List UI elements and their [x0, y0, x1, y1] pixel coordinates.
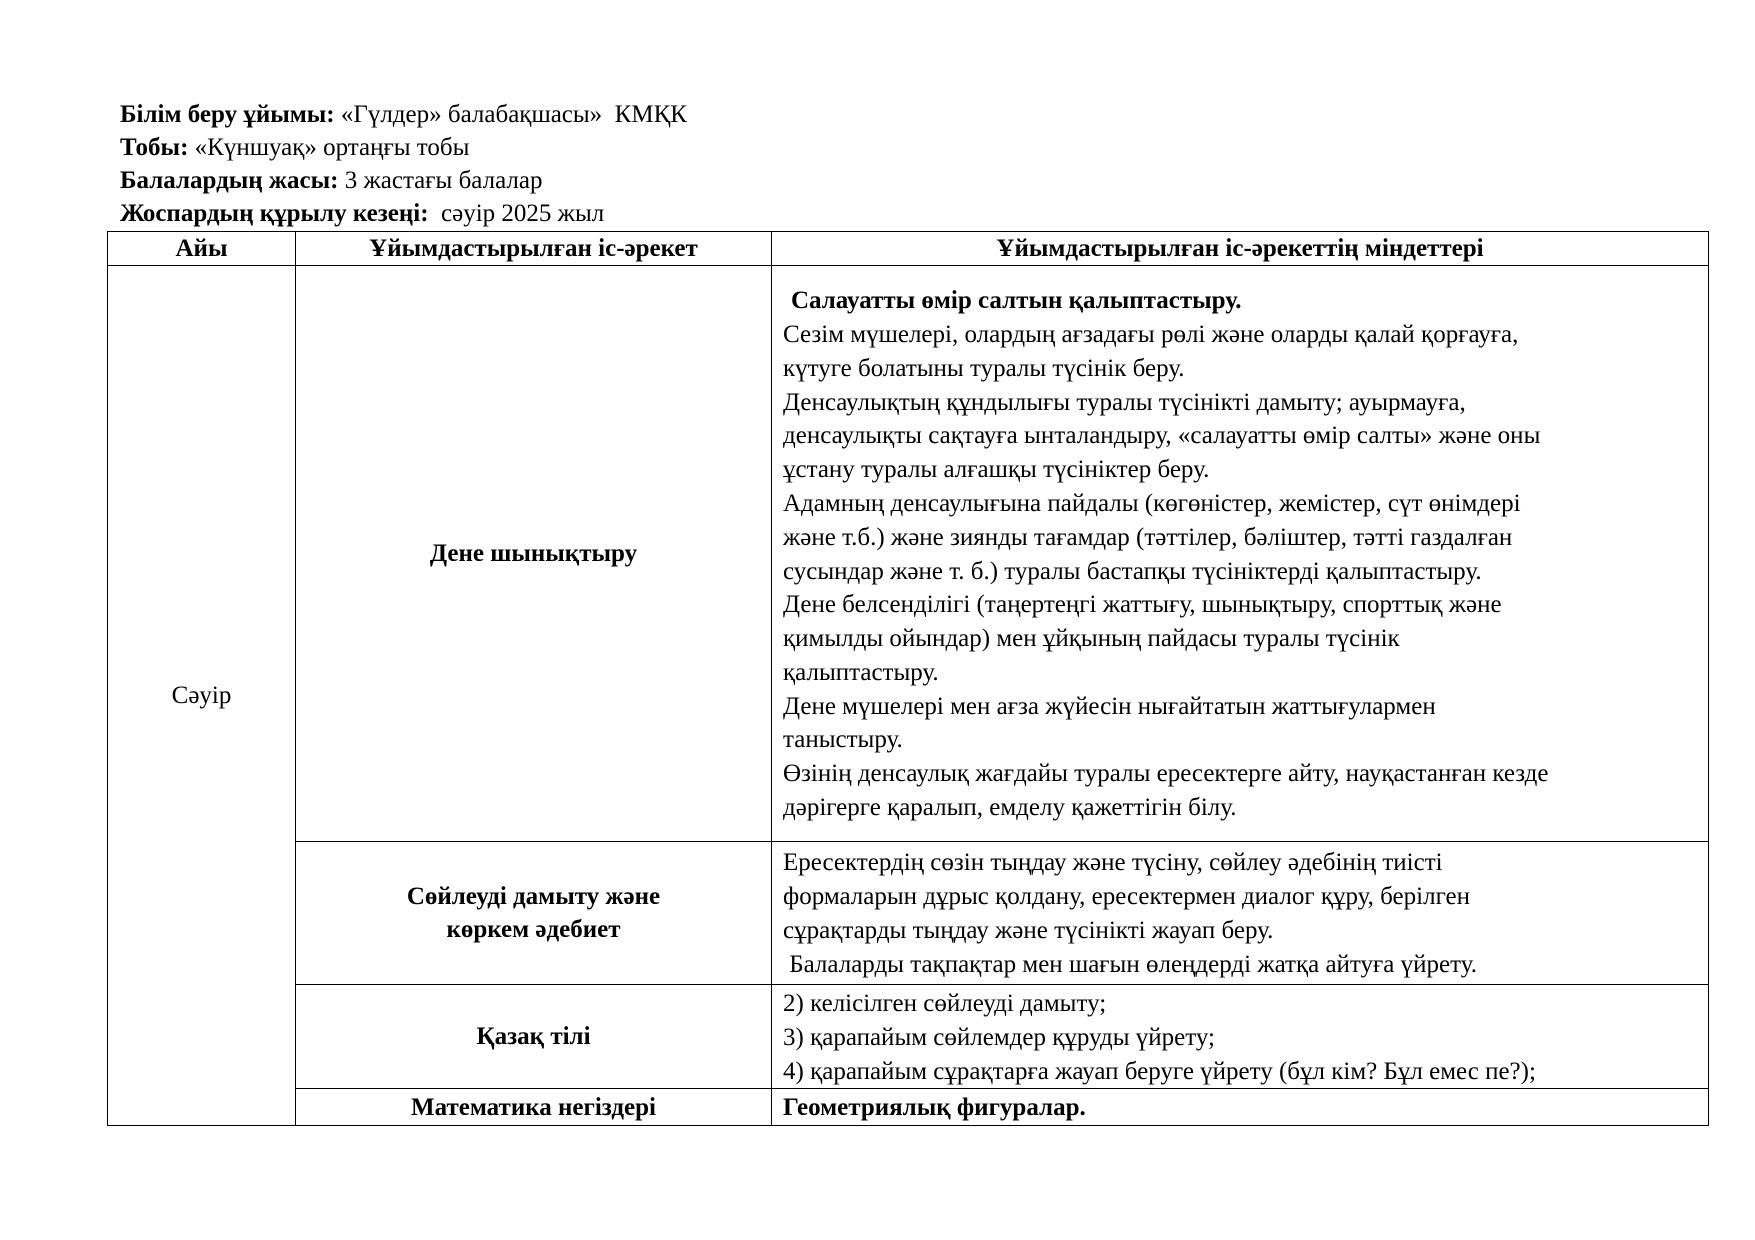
task-line: 4) қарапайым сұрақтарға жауап беруге үйрету (бұл кім? Бұл емес пе?);	[783, 1057, 1536, 1085]
task-heading: Геометриялық фигуралар.	[783, 1094, 1086, 1122]
tasks-cell	[772, 985, 1709, 1089]
task-line: 3) қарапайым сөйлемдер құруды үйрету;	[783, 1023, 1215, 1051]
period-line	[120, 197, 687, 230]
org-line	[120, 98, 687, 131]
task-line: Денсаулықтың құндылығы туралы түсінікті дамыту; ауырмауға,	[783, 388, 1466, 416]
org-label: Білім беру ұйымы:	[120, 101, 335, 128]
task-line: ұстану туралы алғашқы түсініктер беру.	[783, 456, 1210, 484]
task-line: дәрігерге қаралып, емделу қажеттігін білу.	[783, 794, 1237, 822]
activity-cell: Математика негіздері	[296, 1089, 772, 1126]
task-line: таныстыру.	[783, 726, 903, 754]
group-line	[120, 131, 687, 164]
plan-header	[120, 98, 687, 230]
period-value: сәуір 2025 жыл	[428, 200, 605, 227]
age-line	[120, 164, 687, 197]
tasks-cell	[772, 266, 1709, 842]
header-month: Айы	[108, 232, 296, 266]
table-row	[108, 266, 1709, 842]
tasks-cell	[772, 842, 1709, 985]
task-line: қалыптастыру.	[783, 658, 939, 686]
table-row	[108, 985, 1709, 1089]
org-value: «Гүлдер» балабақшасы» КМҚК	[334, 101, 687, 128]
task-line: Адамның денсаулығына пайдалы (көгөністер, жемістер, сүт өнімдері	[783, 489, 1521, 517]
header-activity: Ұйымдастырылған іс-әрекет	[296, 232, 772, 266]
task-line: Сезім мүшелері, олардың ағзадағы рөлі және оларды қалай қорғауға,	[783, 320, 1519, 348]
age-value: 3 жастағы балалар	[338, 167, 543, 194]
task-line: сұрақтарды тыңдау және түсінікті жауап беру.	[783, 917, 1274, 944]
activity-cell: Дене шынықтыру	[296, 266, 772, 842]
plan-table	[107, 231, 1709, 1126]
task-line: сусындар және т. б.) туралы бастапқы түсініктерді қалыптастыру.	[783, 557, 1482, 585]
table-row	[108, 1089, 1709, 1126]
task-line: формаларын дұрыс қолдану, ересектермен диалог құру, берілген	[783, 883, 1470, 911]
activity-line: Сөйлеуді дамыту және	[406, 883, 661, 910]
task-line: 2) келісілген сөйлеуді дамыту;	[783, 990, 1107, 1017]
tasks-cell	[772, 1089, 1709, 1126]
activity-cell	[296, 842, 772, 985]
task-line: Балаларды тақпақтар мен шағын өлеңдерді жатқа айтуға үйрету.	[783, 950, 1477, 978]
age-label: Балалардың жасы:	[120, 167, 339, 194]
group-value: «Күншуақ» ортаңғы тобы	[188, 134, 470, 161]
table-row	[108, 842, 1709, 985]
task-line: денсаулықты сақтауға ынталандыру, «салауатты өмір салты» және оны	[783, 422, 1541, 450]
period-label: Жоспардың құрылу кезеңі:	[120, 200, 429, 227]
activity-cell: Қазақ тілі	[296, 985, 772, 1089]
table-header-row	[108, 232, 1709, 266]
task-line: күтуге болатыны туралы түсінік беру.	[783, 354, 1185, 382]
task-line: және т.б.) және зиянды тағамдар (тәттілер, бәліштер, тәтті газдалған	[783, 523, 1513, 551]
header-tasks: Ұйымдастырылған іс-әрекеттің міндеттері	[772, 232, 1709, 266]
task-line: Ересектердің сөзін тыңдау және түсіну, сөйлеу әдебінің тиісті	[783, 849, 1443, 877]
task-line: Өзінің денсаулық жағдайы туралы ересектерге айту, науқастанған кезде	[783, 760, 1549, 788]
group-label: Тобы:	[120, 134, 189, 161]
task-line: қимылды ойындар) мен ұйқының пайдасы туралы түсінік	[783, 625, 1400, 653]
task-heading: Салауатты өмір салтын қалыптастыру.	[791, 287, 1242, 315]
task-line: Дене белсенділігі (таңертеңгі жаттығу, шынықтыру, спорттық және	[783, 591, 1502, 619]
month-cell: Сәуір	[108, 266, 296, 1126]
activity-line: көркем әдебиет	[446, 916, 621, 943]
task-line: Дене мүшелері мен ағза жүйесін нығайтатын жаттығулармен	[783, 692, 1436, 720]
